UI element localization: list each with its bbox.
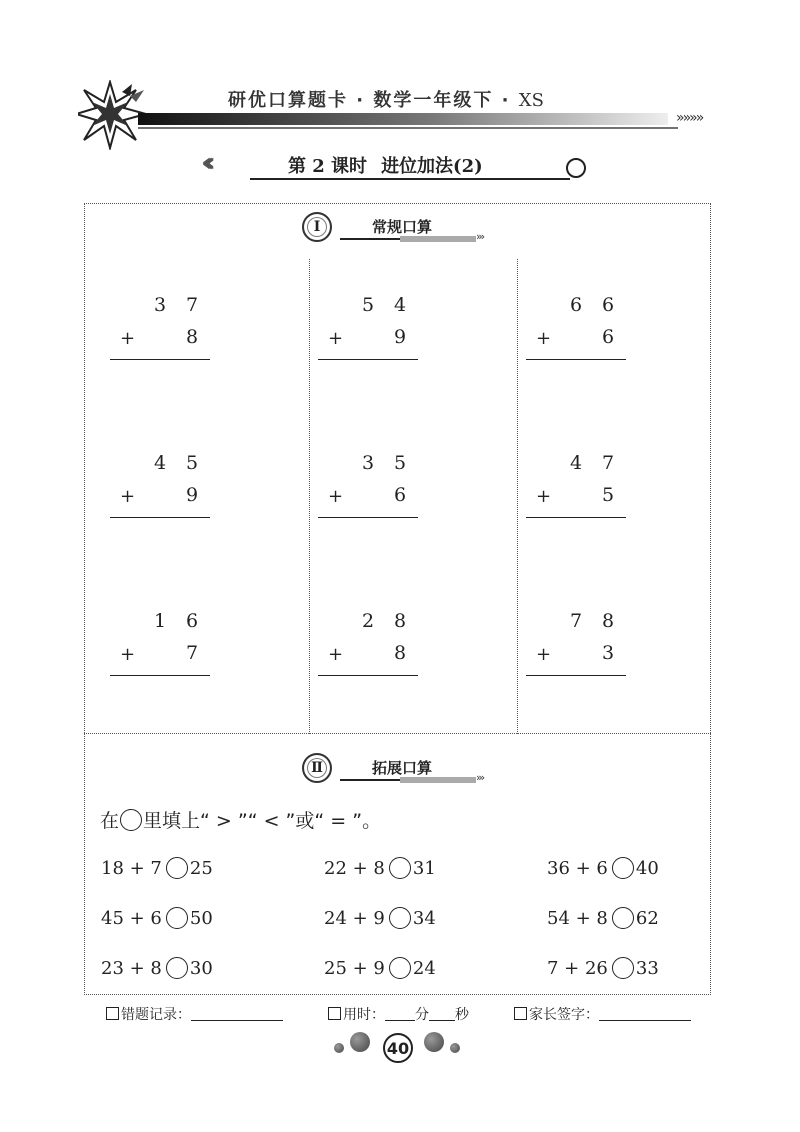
footer-signature [514,1004,691,1024]
ones-digit: 6 [602,294,615,316]
column-divider [309,259,310,734]
comparison-right: 31 [412,857,436,879]
tens-digit: 6 [570,294,583,316]
addend-digit: 9 [394,326,407,348]
answer-line[interactable] [110,517,210,518]
seconds-blank[interactable] [429,1020,455,1021]
answer-line[interactable] [318,675,418,676]
plus-sign: + [120,486,136,507]
addition-problem [110,610,220,685]
addition-problem [526,452,636,527]
addend-digit: 8 [186,326,199,348]
checkbox-icon[interactable] [514,1007,527,1020]
comparison-item [101,955,213,981]
minutes-blank[interactable] [385,1020,415,1021]
signature-blank[interactable] [599,1020,691,1021]
ones-digit: 6 [186,610,199,632]
ones-digit: 7 [602,452,615,474]
header-gradient-bar [138,112,718,130]
ones-digit: 8 [394,610,407,632]
comparison-right: 50 [189,907,213,929]
section2-numeral-badge: Ⅱ [302,753,332,783]
tens-digit: 4 [154,452,167,474]
errors-label: 错题记录： [121,1007,191,1023]
answer-circle[interactable] [389,857,411,879]
answer-line[interactable] [110,675,210,676]
answer-circle-icon [120,809,142,831]
tens-digit: 4 [570,452,583,474]
section1-numeral-badge: Ⅰ [302,212,332,242]
lesson-number: 第 2 课时 [288,156,368,177]
comparison-right: 30 [189,957,213,979]
signature-label: 家长签字： [529,1007,599,1023]
lesson-title [288,152,497,178]
page-number: 40 [383,1033,413,1063]
answer-circle[interactable] [166,957,188,979]
ones-digit: 5 [186,452,199,474]
tens-digit: 5 [362,294,375,316]
lesson-circle-icon [566,158,586,178]
answer-line[interactable] [318,517,418,518]
lesson-underline [250,178,570,180]
instruction-before: 在 [100,810,120,832]
minutes-label: 分 [415,1007,429,1023]
plus-sign: + [328,486,344,507]
comparison-left: 23 + 8 [101,957,162,979]
ones-digit: 5 [394,452,407,474]
tens-digit: 3 [154,294,167,316]
addition-problem [318,294,428,369]
addition-problem [110,294,220,369]
decor-dot-icon [424,1032,444,1052]
tens-digit: 3 [362,452,375,474]
checkbox-icon[interactable] [106,1007,119,1020]
seconds-label: 秒 [455,1007,469,1023]
plus-sign: + [120,644,136,665]
answer-circle[interactable] [612,857,634,879]
comparison-right: 25 [189,857,213,879]
answer-circle[interactable] [389,907,411,929]
answer-circle[interactable] [166,857,188,879]
ones-digit: 4 [394,294,407,316]
section2-arrows-icon: ››› [476,771,484,784]
comparison-right: 62 [635,907,659,929]
answer-circle[interactable] [612,957,634,979]
addend-digit: 3 [602,642,615,664]
addend-digit: 6 [394,484,407,506]
header-title [228,86,668,112]
comparison-right: 40 [635,857,659,879]
comparison-left: 25 + 9 [324,957,385,979]
tens-digit: 1 [154,610,167,632]
comparison-item [324,905,436,931]
comparison-item [101,855,213,881]
answer-circle[interactable] [389,957,411,979]
addend-digit: 5 [602,484,615,506]
addition-problem [318,610,428,685]
comparison-item [324,955,436,981]
section1-label: 常规口算 [372,218,433,236]
header-series: XS [518,90,544,111]
errors-blank[interactable] [191,1020,283,1021]
decor-dot-icon [450,1043,460,1053]
comparison-right: 34 [412,907,436,929]
answer-line[interactable] [318,359,418,360]
instruction-after: 里填上“ > ”“ < ”或“ = ”。 [143,810,382,832]
ones-digit: 7 [186,294,199,316]
header-title-text: 研优口算题卡 · 数学一年级下 · [228,90,519,111]
header-arrows-icon: »»»» [676,110,703,126]
tens-digit: 7 [570,610,583,632]
comparison-left: 22 + 8 [324,857,385,879]
plus-sign: + [120,328,136,349]
comparison-item [324,855,436,881]
addition-problem [110,452,220,527]
instruction [100,806,381,833]
ones-digit: 8 [602,610,615,632]
addend-digit: 6 [602,326,615,348]
comparison-item [101,905,213,931]
footer-time [328,1004,469,1024]
addend-digit: 9 [186,484,199,506]
tens-digit: 2 [362,610,375,632]
comparison-left: 54 + 8 [547,907,608,929]
time-label: 用时： [343,1007,385,1023]
section1-underline [340,236,476,242]
footer-errors [106,1004,283,1024]
comparison-right: 24 [412,957,436,979]
comparison-left: 18 + 7 [101,857,162,879]
addition-problem [526,294,636,369]
comparison-left: 45 + 6 [101,907,162,929]
plus-sign: + [328,328,344,349]
decor-dot-icon [334,1043,344,1053]
plus-sign: + [536,328,552,349]
checkbox-icon[interactable] [328,1007,341,1020]
section-divider [84,733,711,734]
answer-circle[interactable] [166,907,188,929]
section2-underline [340,777,476,783]
plus-sign: + [536,486,552,507]
addition-problem [526,610,636,685]
lesson-name: 进位加法(2) [381,156,483,177]
answer-circle[interactable] [612,907,634,929]
comparison-item [547,905,659,931]
plus-sign: + [328,644,344,665]
decor-dot-icon [350,1032,370,1052]
answer-line[interactable] [526,675,626,676]
comparison-item [547,855,659,881]
comparison-left: 24 + 9 [324,907,385,929]
answer-line[interactable] [110,359,210,360]
answer-line[interactable] [526,517,626,518]
comparison-item [547,955,659,981]
column-divider [517,259,518,734]
comparison-left: 36 + 6 [547,857,608,879]
addition-problem [318,452,428,527]
addend-digit: 7 [186,642,199,664]
section2-label: 拓展口算 [372,759,433,777]
plus-sign: + [536,644,552,665]
addend-digit: 8 [394,642,407,664]
section1-arrows-icon: ››› [476,230,484,243]
comparison-left: 7 + 26 [547,957,608,979]
answer-line[interactable] [526,359,626,360]
comparison-right: 33 [635,957,659,979]
